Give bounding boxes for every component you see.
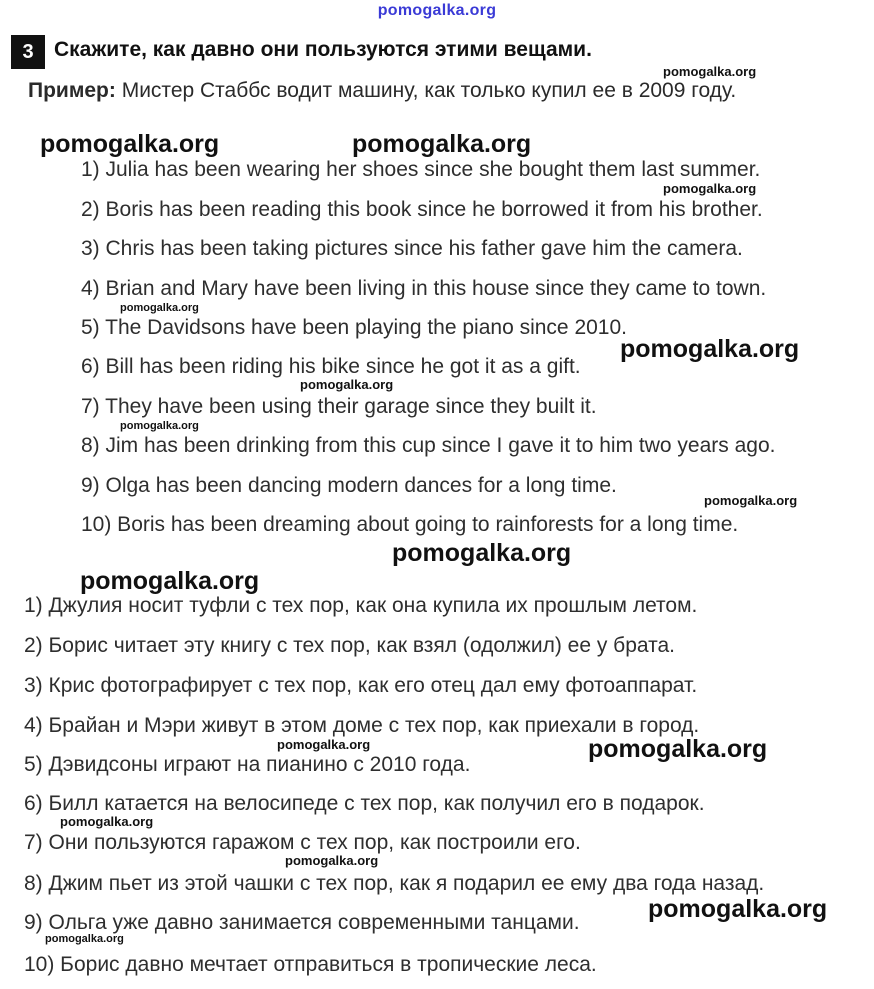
example-text: Мистер Стаббс водит машину, как только купил ее в 2009 году. [115, 79, 737, 102]
english-answer: 2) Boris has been reading this book since he borrowed it from his brother. [81, 198, 763, 221]
watermark: pomogalka.org [277, 737, 371, 752]
exercise-number: 3 [11, 35, 45, 69]
russian-translation: 6) Билл катается на велосипеде с тех пор, как получил его в подарок. [24, 792, 705, 815]
watermark: pomogalka.org [40, 130, 220, 158]
watermark: pomogalka.org [300, 377, 394, 392]
russian-translation: 2) Борис читает эту книгу с тех пор, как взял (одолжил) ее у брата. [24, 634, 675, 657]
english-answer: 7) They have been using their garage since they built it. [81, 395, 597, 418]
watermark: pomogalka.org [663, 64, 757, 79]
watermark: pomogalka.org [60, 814, 154, 829]
watermark: pomogalka.org [648, 895, 828, 923]
russian-translation: 8) Джим пьет из этой чашки с тех пор, как я подарил ее ему два года назад. [24, 872, 765, 895]
watermark: pomogalka.org [120, 420, 199, 432]
russian-translation: 7) Они пользуются гаражом с тех пор, как построили его. [24, 831, 581, 854]
english-answer: 8) Jim has been drinking from this cup since I gave it to him two years ago. [81, 434, 776, 457]
watermark: pomogalka.org [704, 493, 798, 508]
english-answer: 6) Bill has been riding his bike since he got it as a gift. [81, 355, 581, 378]
russian-translation: 9) Ольга уже давно занимается современными танцами. [24, 911, 580, 934]
english-answer: 5) The Davidsons have been playing the piano since 2010. [81, 316, 627, 339]
english-answer: 9) Olga has been dancing modern dances for a long time. [81, 474, 617, 497]
russian-translation: 10) Борис давно мечтает отправиться в тропические леса. [24, 953, 597, 976]
english-answer: 10) Boris has been dreaming about going to rainforests for a long time. [81, 513, 739, 536]
watermark: pomogalka.org [45, 933, 124, 945]
russian-translation: 5) Дэвидсоны играют на пианино с 2010 года. [24, 753, 471, 776]
example-line [28, 79, 736, 103]
watermark: pomogalka.org [663, 181, 757, 196]
watermark: pomogalka.org [120, 302, 199, 314]
example-label: Пример: [28, 79, 116, 102]
watermark: pomogalka.org [352, 130, 532, 158]
english-answer: 3) Chris has been taking pictures since his father gave him the camera. [81, 237, 743, 260]
watermark: pomogalka.org [620, 335, 800, 363]
site-link[interactable]: pomogalka.org [377, 2, 497, 19]
watermark: pomogalka.org [588, 735, 768, 763]
english-answer: 1) Julia has been wearing her shoes since she bought them last summer. [81, 158, 761, 181]
english-answer: 4) Brian and Mary have been living in this house since they came to town. [81, 277, 767, 300]
russian-translation: 4) Брайан и Мэри живут в этом доме с тех пор, как приехали в город. [24, 714, 700, 737]
russian-translation: 1) Джулия носит туфли с тех пор, как она купила их прошлым летом. [24, 594, 698, 617]
russian-translation: 3) Крис фотографирует с тех пор, как его отец дал ему фотоаппарат. [24, 674, 698, 697]
watermark: pomogalka.org [392, 539, 572, 567]
exercise-title: Скажите, как давно они пользуются этими вещами. [54, 38, 592, 61]
watermark: pomogalka.org [80, 567, 260, 595]
watermark: pomogalka.org [285, 853, 379, 868]
